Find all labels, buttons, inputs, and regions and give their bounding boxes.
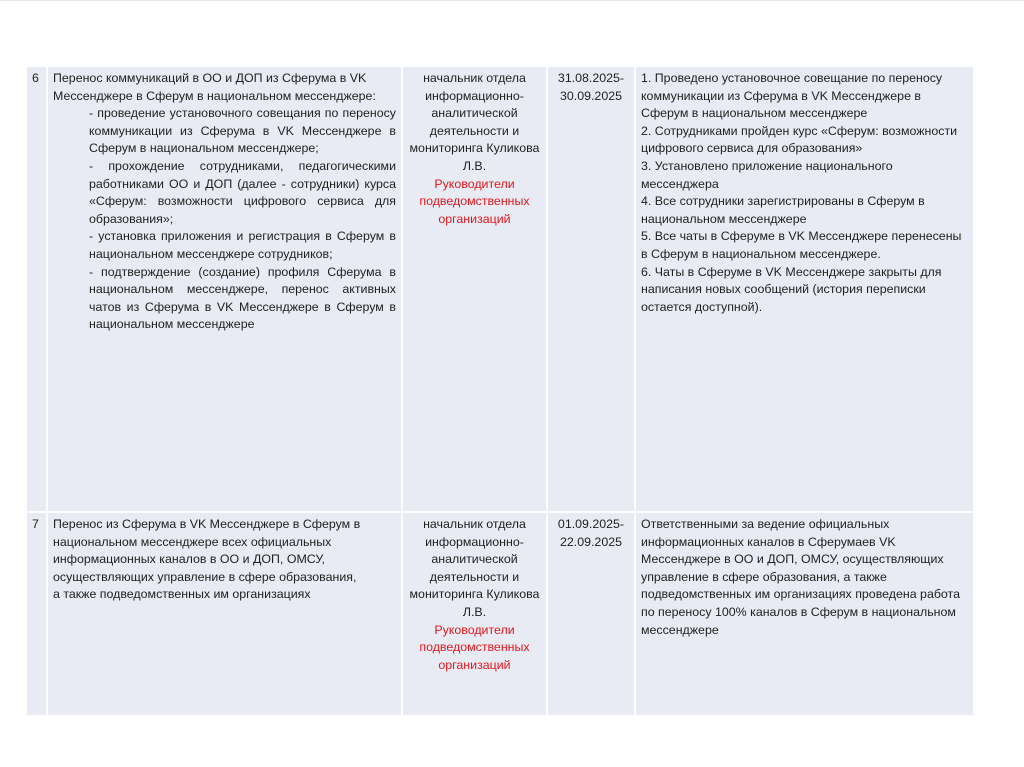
result-item: 3. Установлено приложение национального мессенджера	[641, 158, 893, 191]
responsible-person: начальник отдела информационно-аналитической деятельности и мониторинга Куликова Л.В.	[409, 71, 540, 173]
task-title: Перенос из Сферума в VK Мессенджере в Сферум в национальном мессенджере всех официальных информационных каналов в ОО и ДОП, ОМСУ, осуществляющих управление в сфере образования,	[53, 517, 361, 584]
result-item: 1. Проведено установочное совещание по переносу коммуникации из Сферума в VK Мессенджере в Сферум в национальном мессенджере	[641, 71, 943, 121]
top-divider	[0, 0, 1024, 1]
results-cell	[636, 67, 973, 513]
table-row	[27, 513, 973, 715]
responsible-cell	[403, 513, 548, 715]
dates-cell: 01.09.2025-22.09.2025	[548, 513, 636, 715]
task-title: Перенос коммуникаций в ОО и ДОП из Сферума в VK Мессенджере в Сферум в национальном мессенджере:	[53, 71, 376, 103]
responsible-organizations: Руководители подведомственных организаций	[419, 176, 530, 226]
responsible-person: начальник отдела информационно-аналитической деятельности и мониторинга Куликова Л.В.	[409, 517, 540, 619]
task-tail: а также подведомственных им организациях	[53, 587, 311, 602]
dates-cell: 31.08.2025-30.09.2025	[548, 67, 636, 513]
responsible-organizations: Руководители подведомственных организаций	[419, 622, 530, 672]
task-cell	[48, 513, 403, 715]
row-number: 7	[27, 513, 48, 715]
task-item: - установка приложения и регистрация в Сферум в национальном мессенджере сотрудников;	[89, 229, 396, 261]
row-number: 6	[27, 67, 48, 513]
task-item: - проведение установочного совещания по переносу коммуникации из Сферума в VK Мессенджере в Сферум в национальном мессенджере;	[89, 106, 396, 156]
table-row	[27, 67, 973, 513]
task-item: - прохождение сотрудниками, педагогическими работниками ОО и ДОП (далее - сотрудники) курса «Сферум: возможности цифрового сервиса для образования»;	[89, 158, 396, 226]
results-cell	[636, 513, 973, 715]
result-text: Ответственными за ведение официальных информационных каналов в Сферумаев VK Мессенджере в ОО и ДОП, ОМСУ, осуществляющих управление в сфере образования, а также подведомственных им организациях проведена работа по переносу 100% каналов в Сферум в национальном мессенджере	[641, 517, 960, 637]
result-item: 4. Все сотрудники зарегистрированы в Сферум в национальном мессенджере	[641, 194, 925, 226]
task-items	[53, 105, 396, 334]
result-item: 6. Чаты в Сферуме в VK Мессенджере закрыты для написания новых сообщений (история переписки остается доступной).	[641, 264, 942, 314]
result-item: 5. Все чаты в Сферуме в VK Мессенджере перенесены в Сферум в национальном мессенджере.	[641, 229, 962, 261]
plan-table	[27, 67, 973, 715]
task-cell	[48, 67, 403, 513]
task-item: - подтверждение (создание) профиля Сферума в национальном мессенджере, перенос активных чатов из Сферума в VK Мессенджере в Сферум в национальном мессенджере	[89, 264, 396, 332]
result-item: 2. Сотрудниками пройден курс «Сферум: возможности цифрового сервиса для образования»	[641, 123, 958, 156]
responsible-cell	[403, 67, 548, 513]
